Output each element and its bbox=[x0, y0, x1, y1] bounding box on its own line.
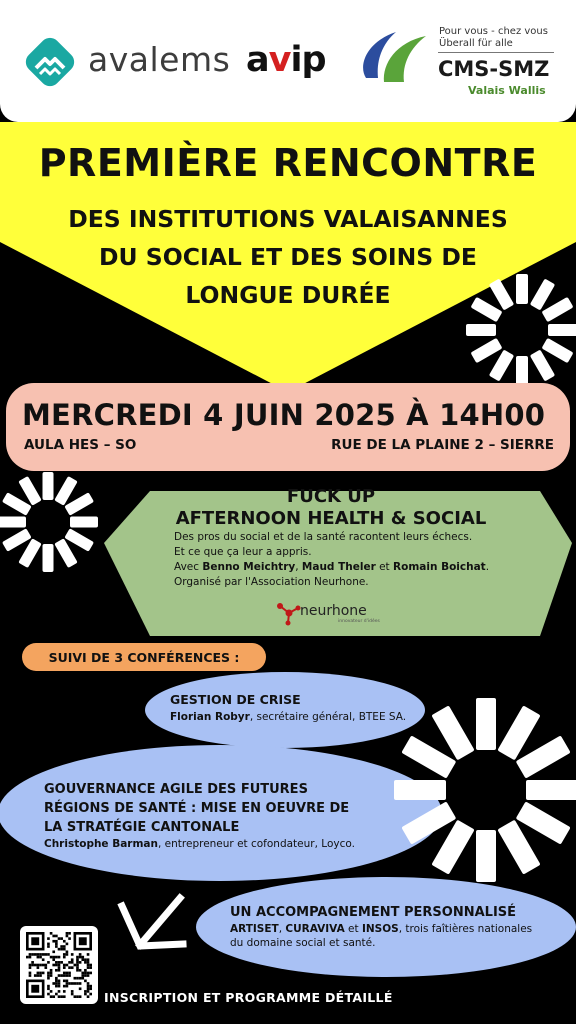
avip-red-v: v bbox=[268, 40, 291, 80]
conference-1-speaker: Florian Robyr, secrétaire général, BTEE SA. bbox=[170, 711, 407, 723]
fuckup-title: FUCK UP AFTERNOON HEALTH & SOCIAL bbox=[175, 486, 487, 529]
neurhone-logo-icon bbox=[276, 600, 302, 626]
conference-1-title: GESTION DE CRISE bbox=[170, 692, 301, 707]
conference-2-title: GOUVERNANCE AGILE DES FUTURES RÉGIONS DE SANTÉ : MISE EN OEUVRE DE LA STRATÉGIE CANTONALE bbox=[44, 782, 350, 835]
qr-code-icon bbox=[20, 926, 98, 1004]
title-subtitle: DES INSTITUTIONS VALAISANNES DU SOCIAL ET DES SOINS DE LONGUE DURÉE bbox=[68, 205, 508, 309]
cms-smz-wordmark: CMS-SMZ bbox=[438, 57, 550, 81]
sunburst-icon bbox=[0, 472, 98, 572]
conference-3-title: UN ACCOMPAGNEMENT PERSONNALISÉ bbox=[230, 905, 517, 920]
suivi-label: SUIVI DE 3 CONFÉRENCES : bbox=[48, 650, 240, 665]
avip-logo: avip bbox=[246, 40, 326, 80]
neurhone-tagline: innovateur d'idées bbox=[338, 619, 380, 624]
sunburst-icon bbox=[394, 698, 576, 882]
fuckup-description: Des pros du social et de la santé racontent leurs échecs. Et ce que ça leur a appris. Avec Benno Meichtry, Maud Theler et Romain Boichat. Organisé par l'Association Neurhone. bbox=[174, 531, 490, 588]
cms-region: Valais Wallis bbox=[468, 84, 546, 97]
inscription-link[interactable]: INSCRIPTION ET PROGRAMME DÉTAILLÉ bbox=[104, 990, 393, 1005]
qr-code[interactable] bbox=[20, 926, 98, 1004]
conference-3-speakers: ARTISET, CURAVIVA et INSOS, trois faîtières nationales du domaine social et santé. bbox=[230, 923, 533, 949]
event-venue: AULA HES – SO bbox=[24, 437, 137, 453]
cms-tagline: Pour vous - chez vous Überall für alle bbox=[439, 26, 548, 49]
event-date-time: MERCREDI 4 JUIN 2025 À 14H00 bbox=[22, 398, 546, 432]
title-main: PREMIÈRE RENCONTRE bbox=[38, 141, 538, 185]
neurhone-wordmark: neurhone bbox=[300, 603, 367, 619]
avalems-wordmark: avalems bbox=[88, 40, 231, 79]
event-address: RUE DE LA PLAINE 2 – SIERRE bbox=[331, 437, 554, 453]
conference-2-speaker: Christophe Barman, entrepreneur et cofondateur, Loyco. bbox=[44, 838, 355, 850]
